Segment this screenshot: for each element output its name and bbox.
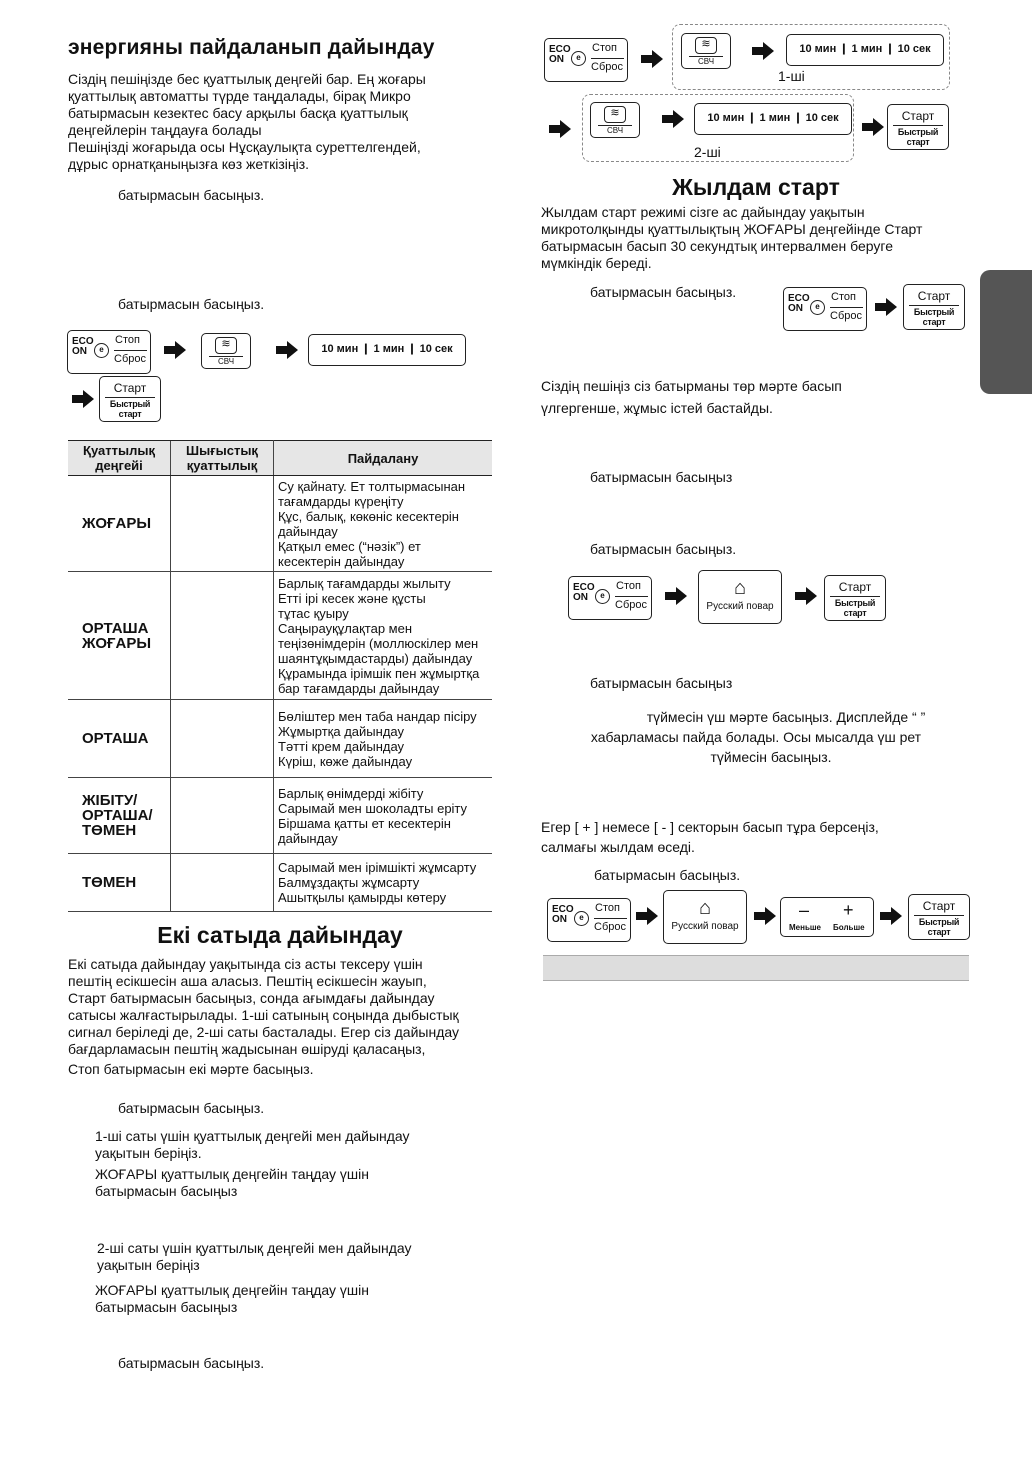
arrow-right-icon [636,907,658,925]
table-row [68,854,492,912]
text-line: қуаттылық автоматты түрде таңдалады, бірақ Микро [68,88,411,104]
arrow-right-icon [164,341,186,359]
usage-cell: Сарымай мен ірімшікті жұмсарту Балмұздақты жұмсарту Ашытқылы қамырды көтеру [274,854,493,912]
arrow-right-icon [549,120,571,138]
power-level: ЖІБІТУ/ ОРТАША/ ТӨМЕН [68,778,171,854]
eco-icon: e [810,300,825,315]
start-button [99,376,161,422]
arrow-right-icon [641,50,663,68]
power-level: ОРТАША ЖОҒАРЫ [68,572,171,700]
start-button: Старт Быстрый старт [908,894,970,940]
arrow-right-icon [72,390,94,408]
text-line: Сіздің пешіңізде бес қуаттылық деңгейі бар. Ең жоғары [68,71,426,87]
side-tab [980,270,1032,394]
stop-reset-button [67,330,151,374]
instruction-press: батырмасын басыңыз. [118,1100,265,1116]
table-header: Шығыстық қуаттылық [171,441,274,476]
section-title-two-stage: Екі сатыда дайындау [157,922,403,948]
microwave-icon: ≋ [604,106,626,123]
stop-reset-button: ECO ON e Стоп Сброс [783,287,867,331]
power-output [171,572,274,700]
timer-buttons: 10 мин ❙ 1 мин ❙ 10 сек [308,334,466,366]
quick-start-label: Быстрый старт [109,399,151,419]
table-header: Пайдалану [274,441,493,476]
eco-icon: e [94,343,109,358]
instruction-press: батырмасын басыңыз [590,469,733,485]
power-output [171,476,274,572]
usage-cell: Су қайнату. Ет толтырмасынан тағамдарды күреңіту Құс, балық, көкөніс кесектерін дайындау Қатқыл емес (“нәзік”) ет кесектерін дайындау [274,476,493,572]
four-times-paragraph: Сіздің пешіңіз сіз батырманы төр мәрте басып үлгергенше, жұмыс істей бастайды. [541,378,842,416]
usage-cell: Бөліштер мен таба нандар пісіру Жұмыртқа дайындау Тәтті крем дайындау Күріш, көже дайындау [274,700,493,778]
power-level-table [68,440,492,912]
arrow-right-icon [875,298,897,316]
table-header: Қуаттылық деңгейі [68,441,171,476]
text-line: батырмасын кезектес басу арқылы басқа қуаттылық [68,105,408,121]
stage1-label: 1-ші [778,68,805,84]
timer-buttons: 10 мин ❙ 1 мин ❙ 10 сек [786,34,944,66]
stage1-instruction: 1-ші саты үшін қуаттылық деңгейі мен дайындау уақытын беріңіз. [95,1128,410,1161]
grey-bar [543,955,969,981]
stop-reset-button: ECO ON e Стоп Сброс [547,898,631,942]
text-line: дұрыс орнатқаныңызға көз жеткізіңіз. [68,156,310,172]
chef-label: Русский повар [706,601,774,612]
instruction-press: батырмасын басыңыз. [590,284,737,300]
eco-icon: e [595,589,610,604]
power-level: ТӨМЕН [68,854,171,912]
arrow-right-icon [754,907,776,925]
microwave-label: СВЧ [209,356,243,367]
plus-icon: + [843,900,854,920]
timer-buttons: 10 мин ❙ 1 мин ❙ 10 сек [694,103,852,135]
text-line: деңгейлерін таңдауға болады [68,122,262,138]
start-button: Старт Быстрый старт [887,104,949,150]
microwave-icon: ≋ [215,337,237,354]
arrow-right-icon [662,110,684,128]
minus-icon: – [799,900,810,920]
instruction-press: батырмасын басыңыз. [118,187,265,203]
arrow-right-icon [665,587,687,605]
instruction-press: батырмасын басыңыз. [594,867,741,883]
two-stage-paragraph: Екі сатыда дайындау уақытында сіз асты тексеру үшін пештің есікшесін аша аласыз. Пештің есікшесін жауып, Старт батырмасын басыңыз, сонда ағымдағы дайындау сатысы жалғастырылады. 1-ші сатының соңында дыбыстық сигнал беріледі де, 2-ші саты басталады. Егер сіз дайындау бағдарламасын пештің жадысынан өшіруді қаласаңыз, Стоп батырмасын екі мәрте басыңыз. [68,956,459,1077]
three-times-paragraph: түймесін үш мәрте басыңыз. Дисплейде “ ” хабарламасы пайда болады. Осы мысалда үш рет түймесін басыңыз. [590,709,926,765]
chef-hat-icon: ⌂ [698,897,712,919]
instruction-press: батырмасын басыңыз. [118,1355,265,1371]
russian-chef-button [698,570,782,624]
microwave-icon: ≋ [695,37,717,54]
power-level: ОРТАША [68,700,171,778]
eco-icon: e [571,51,586,66]
stage2-instruction: 2-ші саты үшін қуаттылық деңгейі мен дайындау уақытын беріңіз [97,1240,412,1273]
start-button: Старт Быстрый старт [824,575,886,621]
start-label: Старт [113,381,147,395]
reset-label: Сброс [114,353,146,365]
power-cooking-paragraph [68,71,498,173]
more-label: Больше [833,923,865,932]
power-output [171,854,274,912]
stop-reset-button: ECO ON e Стоп Сброс [568,576,652,620]
select-high-instruction: ЖОҒАРЫ қуаттылық деңгейін таңдау үшін батырмасын басыңыз [95,1282,369,1315]
eco-on-label: ECO ON [72,336,94,357]
text-line: Пешіңізді жоғарыда осы Нұсқаулықта суреттелгендей, [68,139,421,155]
power-output [171,700,274,778]
russian-chef-button: ⌂ Русский повар [663,890,747,944]
table-row [68,476,492,572]
power-level: ЖОҒАРЫ [68,476,171,572]
instruction-press: батырмасын басыңыз [590,675,733,691]
usage-cell: Барлық өнімдерді жібіту Сарымай мен шоколадты еріту Біршама қатты ет кесектерін дайындау [274,778,493,854]
table-row [68,700,492,778]
start-button: Старт Быстрый старт [903,284,965,330]
chef-hat-icon: ⌂ [733,577,747,599]
power-output [171,778,274,854]
microwave-button: ≋ СВЧ [681,33,731,69]
plus-minus-paragraph: Егер [ + ] немесе [ - ] секторын басып тұра берсеңіз, салмағы жылдам өседі. [541,819,879,855]
microwave-button [201,333,251,369]
microwave-button: ≋ СВЧ [590,102,640,138]
quick-start-paragraph: Жылдам старт режимі сізге ас дайындау уақытын микротолқынды қуаттылықтың ЖОҒАРЫ деңгейінде Старт батырмасын басып 30 секундтық интервалмен беруге мүмкіндік береді. [541,204,923,271]
less-more-button [780,897,874,937]
usage-cell: Барлық тағамдарды жылыту Етті ірі кесек және құсты тұтас қуыру Саңырауқұлақтар мен теңізөнімдерін (моллюскілер мен шаянтұқымдастарды) дайындау Құрамында ірімшік пен жұмыртқа бар тағамдарды дайындау [274,572,493,700]
arrow-right-icon [795,587,817,605]
eco-icon: e [574,911,589,926]
arrow-right-icon [862,118,884,136]
less-label: Меньше [789,923,821,932]
stage2-label: 2-ші [694,144,721,160]
section-title-power-cooking: энергияны пайдаланып дайындау [68,36,435,59]
select-high-instruction: ЖОҒАРЫ қуаттылық деңгейін таңдау үшін батырмасын басыңыз [95,1166,369,1199]
stop-label: Стоп [115,334,140,346]
instruction-press: батырмасын басыңыз. [590,541,737,557]
section-title-quick-start: Жылдам старт [672,174,840,200]
arrow-right-icon [752,42,774,60]
table-row [68,572,492,700]
instruction-press: батырмасын басыңыз. [118,296,265,312]
stop-reset-button: ECO ON e Стоп Сброс [544,38,628,82]
arrow-right-icon [276,341,298,359]
table-row [68,778,492,854]
arrow-right-icon [880,907,902,925]
